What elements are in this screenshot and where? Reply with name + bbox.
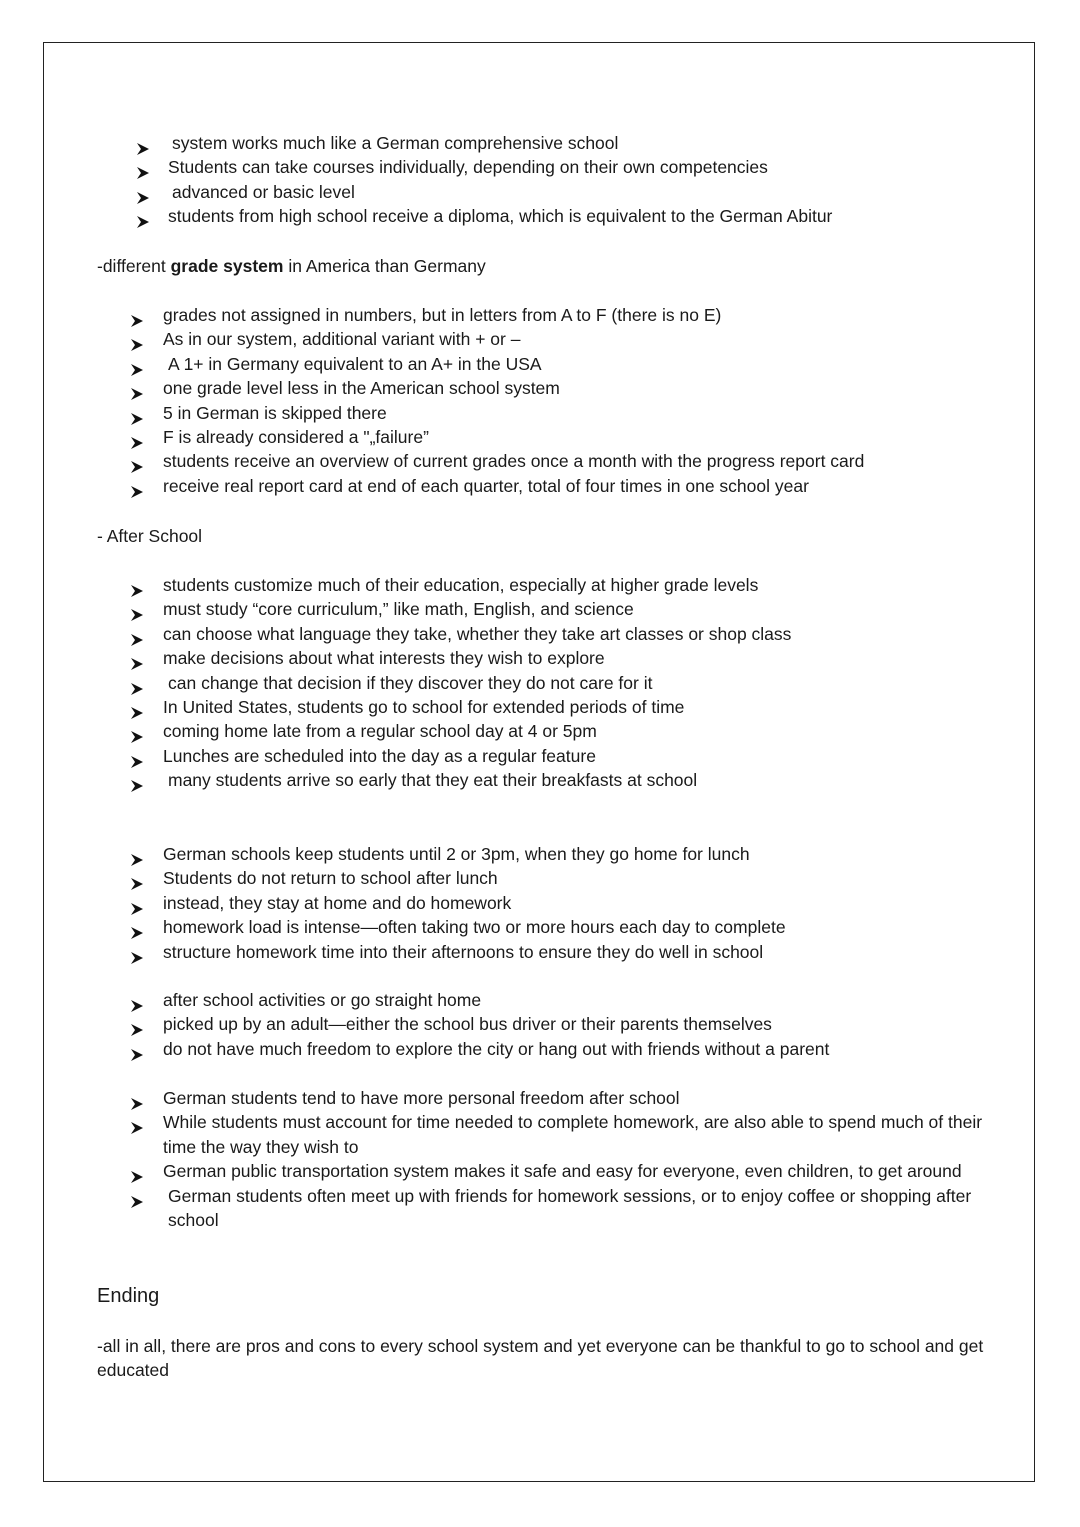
arrow-bullet-icon	[131, 628, 143, 640]
list-item	[0, 695, 1003, 719]
list-item-text: A 1+ in Germany equivalent to an A+ in the USA	[168, 353, 542, 374]
list-item	[0, 988, 1003, 1012]
list-item-text: advanced or basic level	[172, 181, 355, 202]
list-item-text: 5 in German is skipped there	[163, 402, 387, 423]
list-item	[0, 376, 1003, 400]
list-item-text: homework load is intense—often taking two or more hours each day to complete	[163, 917, 786, 938]
list-item-text: can choose what language they take, whether they take art classes or shop class	[163, 623, 792, 644]
list-item	[0, 842, 1003, 866]
list-item	[0, 352, 1008, 376]
list-item	[0, 1184, 998, 1233]
list-item-text: receive real report card at end of each quarter, total of four times in one school year	[163, 475, 809, 496]
grade-heading-suffix: in America than Germany	[283, 256, 486, 276]
list-item	[0, 327, 1003, 351]
list-item	[0, 401, 1003, 425]
list-item-text: can change that decision if they discover they do not care for it	[168, 672, 653, 693]
arrow-bullet-icon	[131, 848, 143, 860]
arrow-bullet-icon	[131, 603, 143, 615]
bullet-list	[0, 573, 1080, 793]
list-item-text: after school activities or go straight home	[163, 990, 482, 1010]
list-school-system	[0, 131, 1080, 229]
list-item-text: make decisions about what interests they wish to explore	[163, 648, 605, 669]
arrow-bullet-icon	[131, 701, 143, 713]
arrow-bullet-icon	[131, 333, 143, 345]
list-item	[0, 744, 1003, 768]
list-item	[0, 180, 1032, 204]
list-item-text: In United States, students go to school for extended periods of time	[163, 697, 685, 718]
list-item-text: F is already considered a "„failure”	[163, 427, 429, 448]
list-item	[0, 719, 1003, 743]
list-item	[0, 866, 1003, 890]
arrow-bullet-icon	[131, 725, 143, 737]
list-item-text: grades not assigned in numbers, but in letters from A to F (there is no E)	[163, 305, 722, 325]
arrow-bullet-icon	[137, 161, 149, 173]
arrow-bullet-icon	[137, 210, 149, 222]
grade-system-heading	[97, 254, 997, 278]
list-item-text: students customize much of their education, especially at higher grade levels	[163, 575, 759, 595]
list-item	[0, 474, 1003, 498]
list-item-text: coming home late from a regular school day at 4 or 5pm	[163, 721, 597, 742]
list-item-text: do not have much freedom to explore the city or hang out with friends without a parent	[163, 1038, 830, 1059]
list-item-text: Students can take courses individually, depending on their own competencies	[168, 157, 768, 178]
arrow-bullet-icon	[131, 382, 143, 394]
arrow-bullet-icon	[131, 1190, 143, 1202]
arrow-bullet-icon	[131, 946, 143, 958]
arrow-bullet-icon	[131, 1116, 143, 1128]
bullet-list	[0, 303, 1080, 498]
arrow-bullet-icon	[131, 1092, 143, 1104]
arrow-bullet-icon	[131, 358, 143, 370]
grade-heading-bold: grade system	[170, 256, 284, 276]
bullet-list	[0, 842, 1080, 964]
list-item	[0, 1086, 993, 1110]
list-item-text: As in our system, additional variant with + or –	[163, 329, 521, 350]
ending-text: -all in all, there are pros and cons to every school system and yet everyone can be thankful to go to school and get educated	[97, 1336, 984, 1381]
list-german-school-day	[0, 842, 1080, 964]
arrow-bullet-icon	[131, 431, 143, 443]
list-item-text: German public transportation system makes it safe and easy for everyone, even children, to get around	[163, 1161, 962, 1182]
list-item-text: students from high school receive a diploma, which is equivalent to the German Abitur	[168, 206, 833, 227]
ending-heading: Ending	[97, 1285, 160, 1307]
arrow-bullet-icon	[131, 774, 143, 786]
arrow-bullet-icon	[131, 579, 143, 591]
list-item	[0, 1159, 993, 1183]
list-item	[0, 1110, 993, 1159]
list-item	[0, 155, 1028, 179]
list-item-text: system works much like a German comprehensive school	[172, 133, 619, 153]
list-item-text: Students do not return to school after lunch	[163, 868, 498, 889]
arrow-bullet-icon	[131, 872, 143, 884]
bullet-list	[0, 1086, 1080, 1232]
arrow-bullet-icon	[131, 480, 143, 492]
list-item-text: structure homework time into their afternoons to ensure they do well in school	[163, 941, 764, 962]
list-item-text: German students often meet up with friends for homework sessions, or to enjoy coffee or shopping after school	[168, 1185, 972, 1231]
arrow-bullet-icon	[137, 186, 149, 198]
list-grade-system	[0, 303, 1080, 498]
list-item-text: must study “core curriculum,” like math, English, and science	[163, 599, 634, 620]
list-item-text: picked up by an adult—either the school bus driver or their parents themselves	[163, 1014, 772, 1035]
arrow-bullet-icon	[131, 1018, 143, 1030]
list-item	[0, 425, 1003, 449]
bullet-list	[0, 988, 1080, 1061]
list-item	[0, 768, 1008, 792]
arrow-bullet-icon	[131, 750, 143, 762]
list-item-text: one grade level less in the American school system	[163, 378, 560, 399]
arrow-bullet-icon	[137, 137, 149, 149]
arrow-bullet-icon	[131, 677, 143, 689]
list-item-text: While students must account for time needed to complete homework, are also able to spend much of their time the way they wish to	[163, 1112, 983, 1157]
after-school-heading: - After School	[97, 526, 203, 546]
arrow-bullet-icon	[131, 921, 143, 933]
arrow-bullet-icon	[131, 897, 143, 909]
arrow-bullet-icon	[131, 1165, 143, 1177]
arrow-bullet-icon	[131, 994, 143, 1006]
list-item	[0, 303, 1003, 327]
arrow-bullet-icon	[131, 407, 143, 419]
list-item-text: instead, they stay at home and do homework	[163, 892, 512, 913]
list-item	[0, 131, 1032, 155]
grade-heading-prefix: -different	[97, 256, 171, 276]
list-after-school-us	[0, 988, 1080, 1061]
list-item-text: many students arrive so early that they eat their breakfasts at school	[168, 770, 698, 791]
list-item-text: German students tend to have more personal freedom after school	[163, 1088, 680, 1108]
list-item	[0, 1012, 1003, 1036]
arrow-bullet-icon	[131, 1043, 143, 1055]
arrow-bullet-icon	[131, 455, 143, 467]
list-item	[0, 891, 1003, 915]
list-item-text: German schools keep students until 2 or 3pm, when they go home for lunch	[163, 844, 750, 864]
list-item-text: Lunches are scheduled into the day as a regular feature	[163, 745, 596, 766]
list-item	[0, 646, 1003, 670]
arrow-bullet-icon	[131, 652, 143, 664]
list-item	[0, 449, 1003, 473]
list-us-school-day	[0, 573, 1080, 793]
bullet-list	[0, 131, 1080, 229]
list-item	[0, 940, 1003, 964]
list-item	[0, 573, 1003, 597]
list-item	[0, 671, 1008, 695]
list-item	[0, 204, 1028, 228]
list-item	[0, 1037, 1003, 1061]
list-item	[0, 915, 1003, 939]
list-item	[0, 622, 1003, 646]
list-item-text: students receive an overview of current grades once a month with the progress report card	[163, 451, 865, 472]
list-after-school-germany	[0, 1086, 1080, 1232]
list-item	[0, 597, 1003, 621]
arrow-bullet-icon	[131, 309, 143, 321]
